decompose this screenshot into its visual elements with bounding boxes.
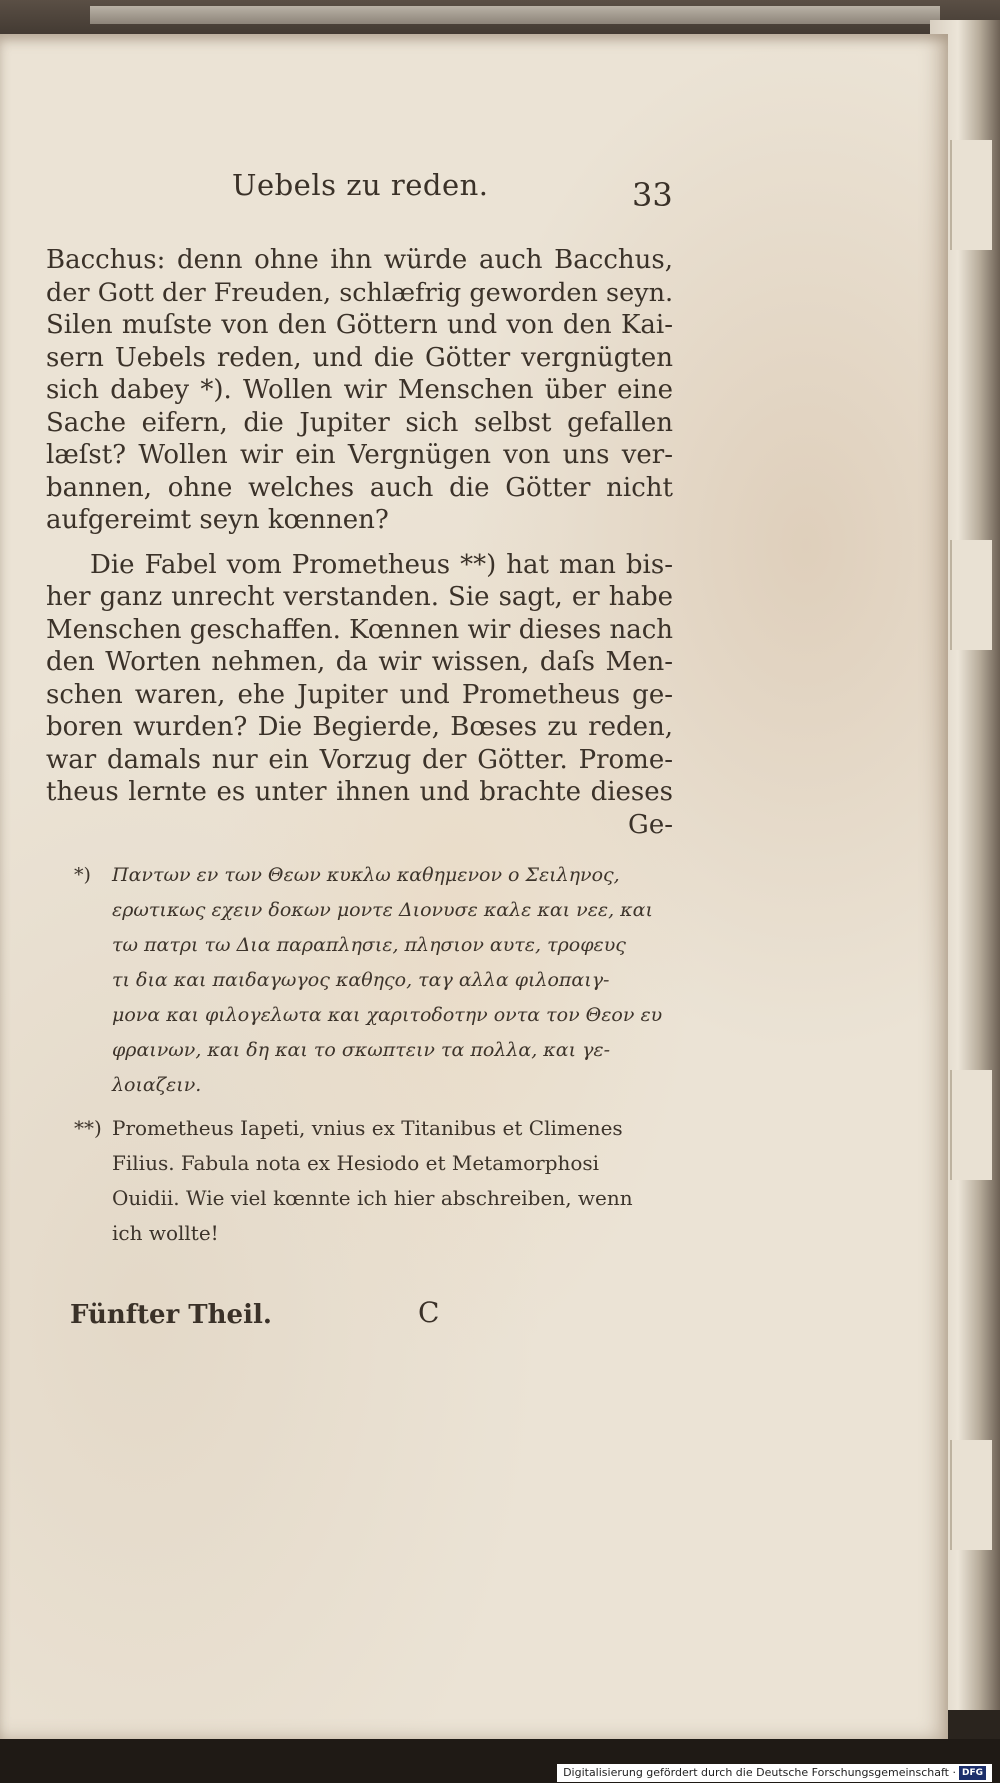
text-line: sern Uebels reden, und die Götter vergnügten — [46, 342, 673, 373]
credit-text: Digitalisierung gefördert durch die Deutsche Forschungsgemeinschaft · — [563, 1766, 956, 1779]
text-line: Silen muſste von den Göttern und von den Kai- — [46, 310, 673, 340]
footnote-line — [74, 998, 674, 1033]
running-header: Uebels zu reden. — [232, 168, 489, 202]
footnotes — [74, 858, 674, 1251]
footnote-text: τω πατρι τω Δια παραπλησιε, πλησιον αυτε, τροφευς — [112, 934, 626, 956]
signature-mark: Fünfter Theil. — [70, 1300, 272, 1330]
text-line: Sache eifern, die Jupiter sich selbst gefallen — [46, 407, 673, 438]
footnote-text: Prometheus Iapeti, vnius ex Titanibus et Climenes — [112, 1116, 623, 1140]
signature-letter: C — [418, 1296, 440, 1329]
footnote-text: Παντων εν των Θεων κυκλω καθημενον ο Σειληνος, — [112, 864, 620, 886]
text-line: schen waren, ehe Jupiter und Prometheus ge- — [46, 679, 673, 710]
footnote-text: ich wollte! — [112, 1221, 219, 1245]
text-line: aufgereimt seyn kœnnen? — [46, 505, 389, 535]
footnote-line — [74, 1068, 674, 1103]
footnote-text: Ouidii. Wie viel kœnnte ich hier abschreiben, wenn — [112, 1186, 633, 1210]
text-line: sich dabey *). Wollen wir Menschen über eine — [46, 375, 673, 405]
text-line: Ge- — [628, 809, 673, 840]
page-edge-tab — [950, 1440, 992, 1550]
footnote-line — [74, 858, 674, 893]
text-line: war damals nur ein Vorzug der Götter. Prome- — [46, 744, 673, 775]
footnote-line — [74, 1181, 674, 1216]
page-edge-tab — [950, 140, 992, 250]
footnote-line — [74, 1146, 674, 1181]
body-text — [46, 244, 673, 841]
text-line: Bacchus: denn ohne ihn würde auch Bacchus, — [46, 245, 673, 275]
dfg-logo: DFG — [959, 1766, 986, 1780]
text-line: den Worten nehmen, da wir wissen, daſs Men- — [46, 647, 673, 677]
footnote-text: τι δια και παιδαγωγος καθηςο, ταγ αλλα φιλοπαιγ- — [112, 969, 610, 991]
page-number: 33 — [632, 176, 673, 214]
footnote-text: μονα και φιλογελωτα και χαριτοδοτην οντα τον Θεον ευ — [112, 1004, 663, 1026]
text-line: Menschen geschaffen. Kœnnen wir dieses nach — [46, 614, 673, 645]
footnote-line — [74, 1033, 674, 1068]
text-line: der Gott der Freuden, schlæfrig geworden seyn. — [46, 277, 674, 308]
text-line: theus lernte es unter ihnen und brachte dieses — [46, 777, 673, 807]
text-line: bannen, ohne welches auch die Götter nicht — [46, 472, 673, 503]
footnote-marker: *) — [74, 864, 91, 886]
text-line: boren wurden? Die Begierde, Bœses zu reden, — [46, 712, 673, 742]
digitization-credit — [557, 1764, 992, 1782]
footnote-line — [74, 893, 674, 928]
footnote-marker: **) — [74, 1116, 102, 1140]
footnote-line — [74, 1216, 674, 1251]
text-line: her ganz unrecht verstanden. Sie sagt, er habe — [46, 582, 673, 612]
footnote-text: ερωτικως εχειν δοκων μοντε Διονυσε καλε και νεε, και — [112, 899, 653, 921]
text-line: Die Fabel vom Prometheus **) hat man bis- — [90, 549, 673, 580]
footnote-text: φραινων, και δη και το σκωπτειν τα πολλα, και γε- — [112, 1039, 611, 1061]
footnote-line — [74, 1111, 674, 1146]
footnote-line — [74, 928, 674, 963]
page-edge-tab — [950, 540, 992, 650]
text-line: læſst? Wollen wir ein Vergnügen von uns ver- — [46, 440, 673, 470]
footnote-text: λοιαζειν. — [112, 1074, 202, 1096]
page-edge-rule — [90, 6, 940, 24]
footnote-text: Filius. Fabula nota ex Hesiodo et Metamorphosi — [112, 1151, 600, 1175]
page-edge-tab — [950, 1070, 992, 1180]
footnote-line — [74, 963, 674, 998]
